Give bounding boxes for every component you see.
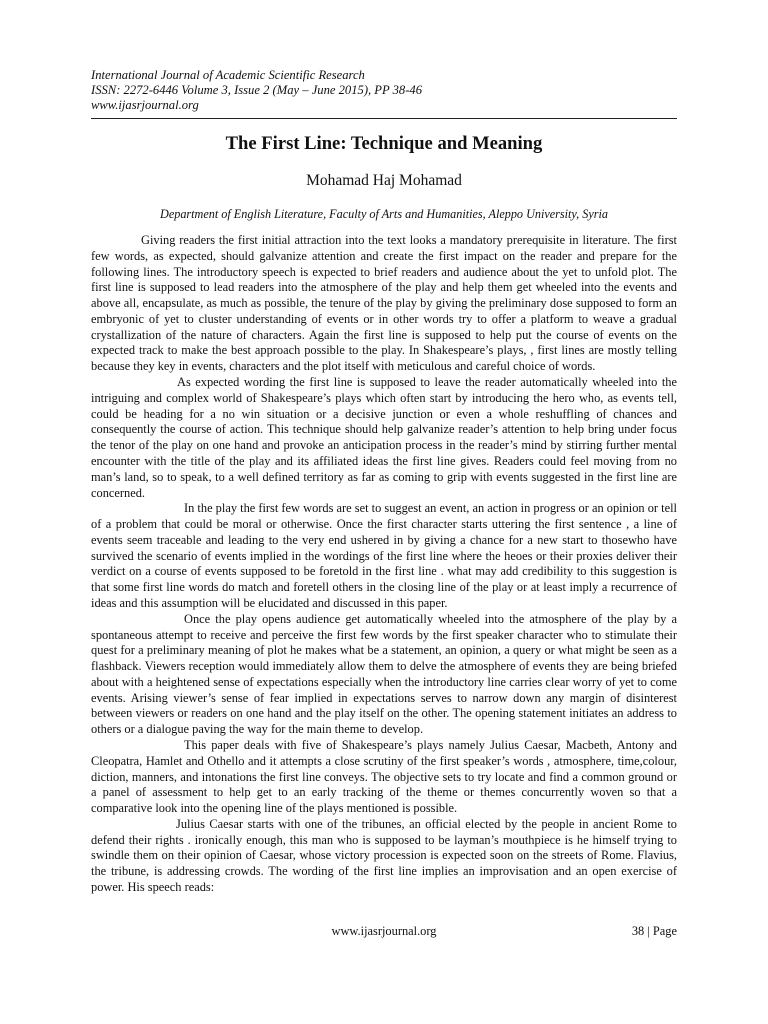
header-divider: [91, 118, 677, 119]
body-paragraph: In the play the first few words are set to suggest an event, an action in progress or an opinion or tell of a problem that could be moral or otherwise. Once the first character starts uttering the first sentence , a line of events seem traceable and leading to the very end ushered in by giving a chance for a new start to thosewho have survived the scenario of events implied in the wordings of the first line where the heoes or their proxies deliver their verdict on a course of events supposed to be foretold in the first line . what may add credibility to this suggestion is that some first line words do match and foretell others in the closing line of the play or at least imply a recurrence of ideas and this assumption will be elucidated and discussed in this paper.: [91, 501, 677, 610]
journal-website-link[interactable]: www.ijasrjournal.org: [91, 97, 199, 112]
footer-website-link[interactable]: www.ijasrjournal.org: [331, 924, 437, 938]
body-paragraph: As expected wording the first line is supposed to leave the reader automatically wheeled into the intriguing and complex world of Shakespeare’s plays which often start by introducing the hero who, as events tell, could be heading for a no win situation or a decisive junction or even a whole reshuffling of chances and consequently the course of action. This technique should help galvanize reader’s attention to help bring under focus the tenor of the play on one hand and provoke an anticipation process in the reader’s mind by stirring further mental encounter with the title of the play and its affiliated ideas the first line gives. Readers could feel moving from no man’s land, so to speak, to a well defined territory as far as coming to grip with events suggested in the first line are concerned.: [91, 375, 677, 500]
article-body: [91, 233, 677, 896]
page-number: 38 | Page: [631, 924, 677, 938]
article-author: Mohamad Haj Mohamad: [306, 172, 462, 189]
body-paragraph: This paper deals with five of Shakespeare’s plays namely Julius Caesar, Macbeth, Antony and Cleopatra, Hamlet and Othello and it attempts a close scrutiny of the first speaker’s words , atmosphere, time,colour, diction, manners, and intonations the first line conveys. The objective sets to try locate and find a common ground or a panel of assessment to help get to an early tracking of the theme or themes concurrently woven so that a comparative look into the opening line of the plays mentioned is possible.: [91, 738, 677, 816]
journal-name: International Journal of Academic Scientific Research: [91, 68, 365, 82]
body-paragraph: Julius Caesar starts with one of the tribunes, an official elected by the people in ancient Rome to defend their rights . ironically enough, this man who is supposed to be layman’s mouthpiece is he himself trying to swindle them on their opinion of Caesar, whose victory procession is expected soon on the streets of Rome. Flavius, the tribune, is addressing crowds. The wording of the first line implies an improvisation and an open exercise of power. His speech reads:: [91, 816, 677, 895]
journal-issue: ISSN: 2272-6446 Volume 3, Issue 2 (May – June 2015), PP 38-46: [91, 82, 422, 97]
author-affiliation: Department of English Literature, Faculty of Arts and Humanities, Aleppo University, Syria: [160, 207, 608, 221]
article-title: The First Line: Technique and Meaning: [225, 133, 543, 154]
body-paragraph: Once the play opens audience get automatically wheeled into the atmosphere of the play by a spontaneous attempt to receive and perceive the first few words by the first speaker character who to stimulate their quest for a preliminary meaning of plot he makes what be a statement, an opinion, a query or what might be seen as a flashback. Viewers reception would immediately allow them to delve the atmosphere of events they are being briefed about with a heightened sense of expectations especially when the introductory line carries clear worry of yet to come events. Arising viewer’s sense of fear implied in expectations serves to narrow down any margin of disinterest between viewers or readers on one hand and the play itself on the other. The opening statement initiates an address to others or a dialogue paving the way for the main theme to develop.: [91, 611, 677, 737]
body-paragraph: Giving readers the first initial attraction into the text looks a mandatory prerequisite in literature. The first few words, as expected, should galvanize attention and create the first impact on the reader and prepare for the following lines. The introductory speech is expected to brief readers and audience about the yet to unfold plot. The first line is supposed to lead readers into the atmosphere of the play and help them get wheeled into the events and above all, encapsulate, as much as possible, the tenure of the play by giving the preliminary dose supposed to form an embryonic of yet to cluster understanding of events or in other words try to offer a platform to weave a gradual crystallization of the nature of characters. Again the first line is supposed to help put the course of events on the expected track to make the best approach possible to the play. In Shakespeare’s plays, , first lines are mostly telling because they key in events, characters and the plot itself with meticulous and careful choice of words.: [91, 233, 677, 374]
journal-header: [91, 68, 691, 112]
